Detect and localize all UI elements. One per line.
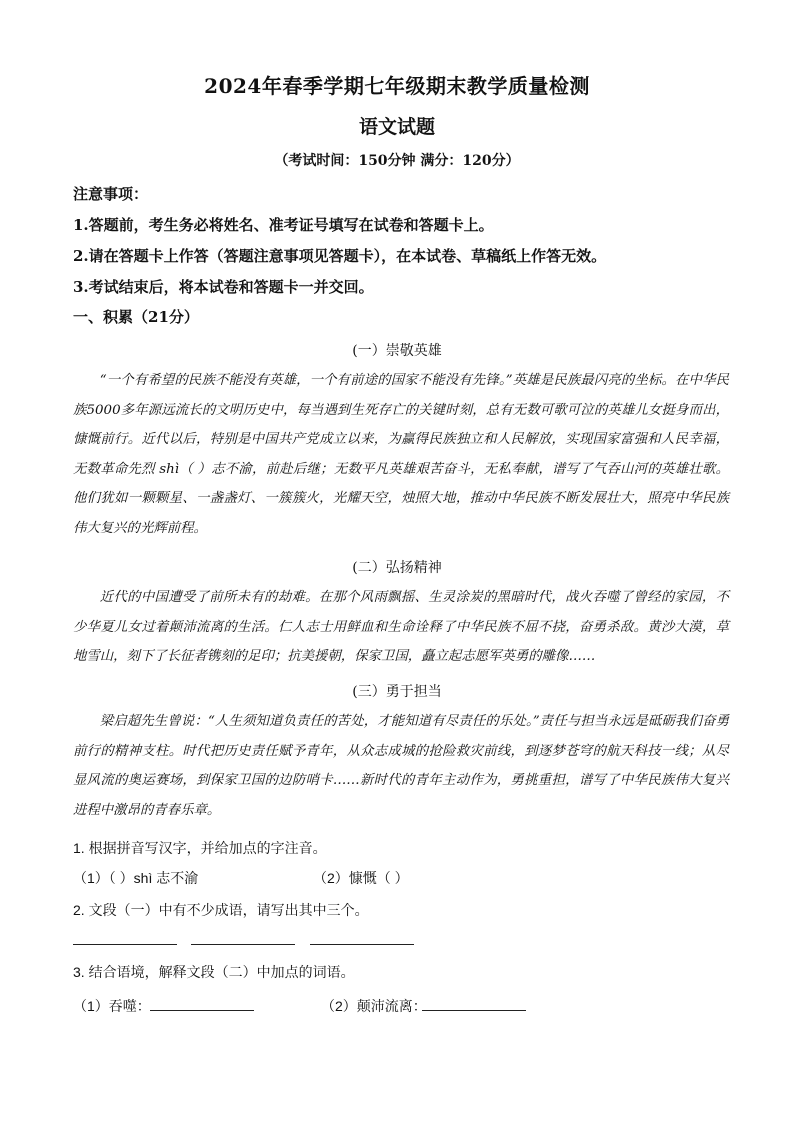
- exam-subject: 语文试题: [358, 116, 435, 138]
- notice-item-2: 2.请在答题卡上作答（答题注意事项见答题卡），在本试卷、草稿纸上作答无效。: [73, 247, 607, 265]
- question-3-part-2: （2）颠沛流离：: [321, 998, 427, 1014]
- answer-blank-5[interactable]: [422, 1010, 526, 1011]
- notice-item-3: 3.考试结束后，将本试卷和答题卡一并交回。: [73, 278, 374, 296]
- answer-blank-2[interactable]: [191, 944, 295, 945]
- notice-heading: 注意事项：: [73, 185, 149, 203]
- passage-3: [73, 707, 729, 825]
- question-3: 3. 结合语境，解释文段（二）中加点的词语。: [73, 964, 355, 980]
- passage-3-title: (三）勇于担当: [352, 684, 442, 700]
- answer-blank-1[interactable]: [73, 944, 177, 945]
- question-1-part-1: （1）（ ）shì 志不渝: [73, 870, 199, 886]
- passage-2: [73, 583, 729, 672]
- section-heading: 一、积累（21分）: [73, 308, 199, 326]
- answer-blank-4[interactable]: [150, 1010, 254, 1011]
- question-2: 2. 文段（一）中有不少成语，请写出其中三个。: [73, 902, 369, 918]
- passage-1: [73, 366, 729, 544]
- passage-3-text: 梁启超先生曾说：“人生须知道负责任的苦处，才能知道有尽责任的乐处。”责任与担当永远是砥砺我们奋勇前行的精神支柱。时代把历史责任赋予青年，从众志成城的抢险救灾前线，到逐梦苍穹的航天科技一线；从尽显风流的奥运赛场，到保家卫国的边防哨卡……新时代的青年主动作为，勇挑重担，谱写了中华民族伟大复兴进程中激昂的青春乐章。: [73, 714, 729, 818]
- question-1-part-2: （2）慷慨（ ）: [313, 870, 409, 886]
- notice-item-1: 1.答题前，考生务必将姓名、准考证号填写在试卷和答题卡上。: [73, 216, 494, 234]
- exam-info: （考试时间：150分钟 满分：120分）: [274, 153, 520, 169]
- question-1: 1. 根据拼音写汉字，并给加点的字注音。: [73, 840, 327, 856]
- exam-title: 2024年春季学期七年级期末教学质量检测: [204, 74, 590, 98]
- answer-blank-3[interactable]: [310, 944, 414, 945]
- passage-2-text: 近代的中国遭受了前所未有的劫难。在那个风雨飘摇、生灵涂炭的黑暗时代，战火吞噬了曾经的家园，不少华夏儿女过着颠沛流离的生活。仁人志士用鲜血和生命诠释了中华民族不屈不挠，奋勇杀敌。黄沙大漠，草地雪山，刻下了长征者镌刻的足印；抗美援朝，保家卫国，矗立起志愿军英勇的雕像……: [73, 590, 729, 665]
- passage-1-title: (一）崇敬英雄: [352, 343, 442, 359]
- passage-1-text: “一个有希望的民族不能没有英雄，一个有前途的国家不能没有先锋。”英雄是民族最闪亮的坐标。在中华民族5000多年源远流长的文明历史中，每当遇到生死存亡的关键时刻，总有无数可歌可泣的英雄儿女挺身而出，慷慨前行。近代以后，特别是中国共产党成立以来，为赢得民族独立和人民解放，实现国家富强和人民幸福，无数革命先烈 shì（ ）志不渝，前赴后继；无数平凡英雄艰苦奋斗，无私奉献，谱写了气吞山河的英雄壮歌。他们犹如一颗颗星、一盏盏灯、一簇簇火，光耀天空，烛照大地，推动中华民族不断发展壮大，照亮中华民族伟大复兴的光辉前程。: [73, 373, 729, 536]
- question-3-part-1: （1）吞噬：: [73, 998, 151, 1014]
- passage-2-title: (二）弘扬精神: [352, 560, 442, 576]
